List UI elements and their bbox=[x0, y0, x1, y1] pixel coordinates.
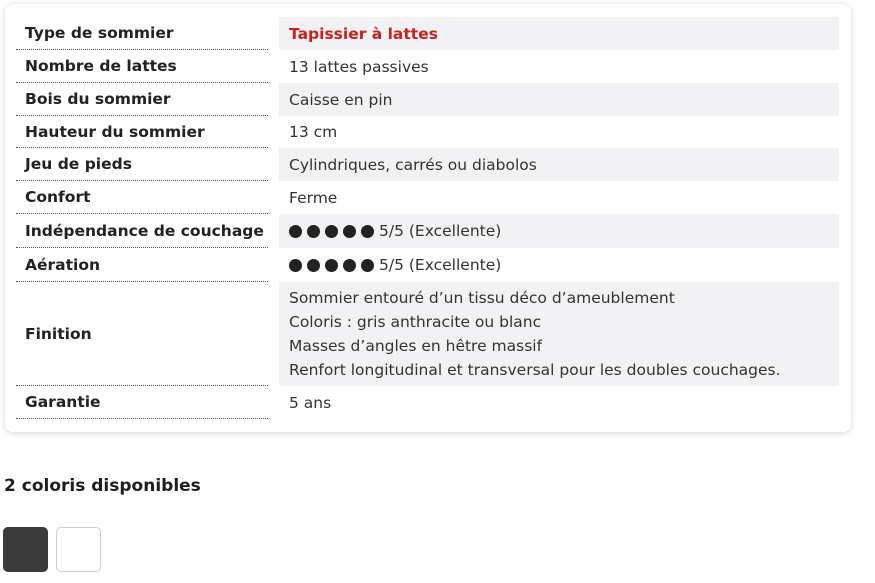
spec-label: Confort bbox=[16, 181, 268, 214]
spec-value bbox=[279, 248, 839, 282]
spec-label: Jeu de pieds bbox=[16, 148, 268, 181]
spec-value: Caisse en pin bbox=[279, 83, 839, 116]
spec-row-type bbox=[5, 17, 851, 50]
spec-value bbox=[279, 214, 839, 248]
spec-value: Ferme bbox=[289, 188, 338, 207]
spec-value: Tapissier à lattes bbox=[279, 17, 839, 50]
rating-text: 5/5 (Excellente) bbox=[379, 222, 502, 240]
spec-label: Garantie bbox=[16, 386, 268, 419]
rating-dot-icon bbox=[289, 259, 302, 272]
rating-dot-icon bbox=[307, 259, 320, 272]
spec-label: Finition bbox=[16, 282, 268, 386]
rating-dots bbox=[289, 259, 374, 272]
spec-label: Bois du sommier bbox=[16, 83, 268, 116]
rating-dot-icon bbox=[307, 225, 320, 238]
spec-row-independance bbox=[5, 214, 851, 248]
spec-label: Nombre de lattes bbox=[16, 50, 268, 83]
rating-dot-icon bbox=[325, 225, 338, 238]
spec-value: 13 cm bbox=[289, 123, 338, 141]
spec-value bbox=[279, 282, 839, 386]
rating-dot-icon bbox=[343, 225, 356, 238]
rating-text: 5/5 (Excellente) bbox=[379, 256, 502, 274]
color-swatch-anthracite[interactable] bbox=[3, 527, 48, 572]
spec-table bbox=[5, 4, 851, 432]
spec-label: Hauteur du sommier bbox=[16, 116, 268, 148]
spec-row-finition bbox=[5, 282, 851, 386]
finition-line: Masses d’angles en hêtre massif bbox=[289, 337, 543, 355]
color-swatch-blanc[interactable] bbox=[56, 527, 101, 572]
finition-line: Sommier entouré d’un tissu déco d’ameublement bbox=[289, 289, 675, 307]
spec-value: 13 lattes passives bbox=[289, 57, 429, 76]
spec-label: Type de sommier bbox=[16, 17, 268, 50]
spec-row-confort bbox=[5, 181, 851, 214]
spec-row-bois bbox=[5, 83, 851, 116]
finition-line: Renfort longitudinal et transversal pour les doubles couchages. bbox=[289, 361, 781, 379]
rating-dot-icon bbox=[361, 225, 374, 238]
spec-label: Aération bbox=[16, 248, 268, 282]
spec-row-aeration bbox=[5, 248, 851, 282]
spec-row-lattes bbox=[5, 50, 851, 83]
rating-dot-icon bbox=[343, 259, 356, 272]
rating-dots bbox=[289, 225, 374, 238]
finition-line: Coloris : gris anthracite ou blanc bbox=[289, 313, 542, 331]
rating-dot-icon bbox=[289, 225, 302, 238]
spec-value: 5 ans bbox=[289, 393, 332, 412]
rating-dot-icon bbox=[361, 259, 374, 272]
spec-row-hauteur bbox=[5, 116, 851, 148]
spec-row-garantie bbox=[5, 386, 851, 419]
spec-row-pieds bbox=[5, 148, 851, 181]
colors-title: 2 coloris disponibles bbox=[4, 476, 201, 496]
rating-dot-icon bbox=[325, 259, 338, 272]
spec-value: Cylindriques, carrés ou diabolos bbox=[279, 148, 839, 181]
spec-label: Indépendance de couchage bbox=[16, 214, 268, 248]
